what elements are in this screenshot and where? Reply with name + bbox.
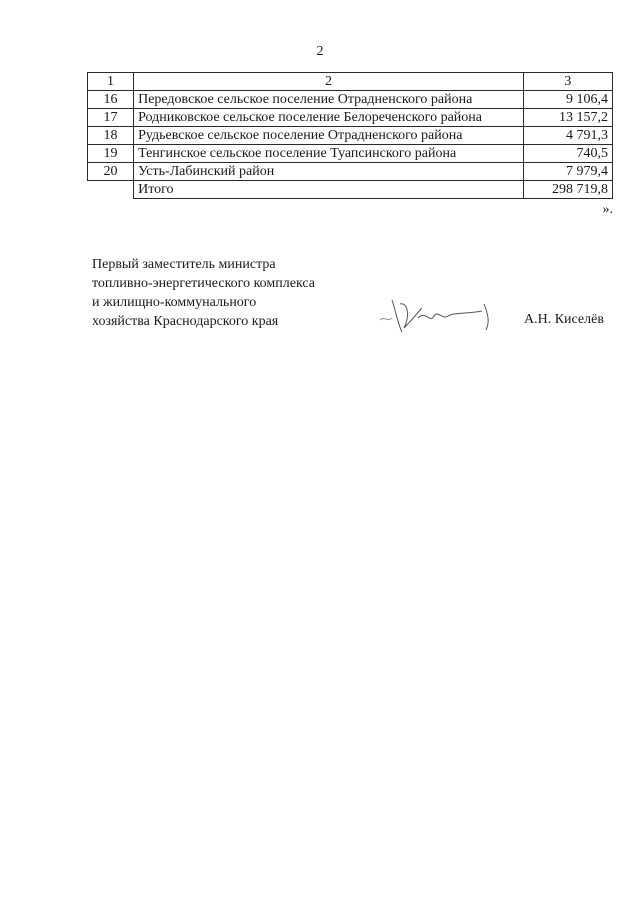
row-value: 13 157,2	[523, 109, 612, 127]
table-header-row	[88, 73, 613, 91]
row-name: Передовское сельское поселение Отрадненского района	[134, 91, 524, 109]
row-value: 7 979,4	[523, 163, 612, 181]
signer-title-line: и жилищно-коммунального	[92, 295, 257, 310]
row-value: 9 106,4	[523, 91, 612, 109]
total-row	[88, 181, 613, 199]
row-name: Усть-Лабинский район	[134, 163, 524, 181]
row-number: 19	[88, 145, 134, 163]
allocation-table	[87, 72, 613, 199]
closing-quote: ».	[602, 202, 613, 217]
handwritten-signature	[370, 290, 510, 340]
row-name: Тенгинское сельское поселение Туапсинского района	[134, 145, 524, 163]
row-number: 20	[88, 163, 134, 181]
row-value: 4 791,3	[523, 127, 612, 145]
header-cell: 3	[523, 73, 612, 91]
signer-name: А.Н. Киселёв	[524, 312, 604, 327]
total-label: Итого	[134, 181, 524, 199]
row-name: Рудьевское сельское поселение Отрадненского района	[134, 127, 524, 145]
row-number: 18	[88, 127, 134, 145]
row-number: 17	[88, 109, 134, 127]
signer-title	[92, 255, 315, 331]
row-value: 740,5	[523, 145, 612, 163]
table-row	[88, 127, 613, 145]
page-number: 2	[316, 44, 324, 59]
table-row	[88, 91, 613, 109]
total-value: 298 719,8	[523, 181, 612, 199]
header-cell: 1	[88, 73, 134, 91]
signer-title-line: хозяйства Краснодарского края	[92, 314, 279, 329]
signer-title-line: топливно-энергетического комплекса	[92, 276, 315, 291]
total-empty-cell	[88, 181, 134, 199]
row-name: Родниковское сельское поселение Белореченского района	[134, 109, 524, 127]
signer-title-line: Первый заместитель министра	[92, 257, 276, 272]
header-cell: 2	[134, 73, 524, 91]
table-row	[88, 145, 613, 163]
table-row	[88, 163, 613, 181]
table-row	[88, 109, 613, 127]
row-number: 16	[88, 91, 134, 109]
